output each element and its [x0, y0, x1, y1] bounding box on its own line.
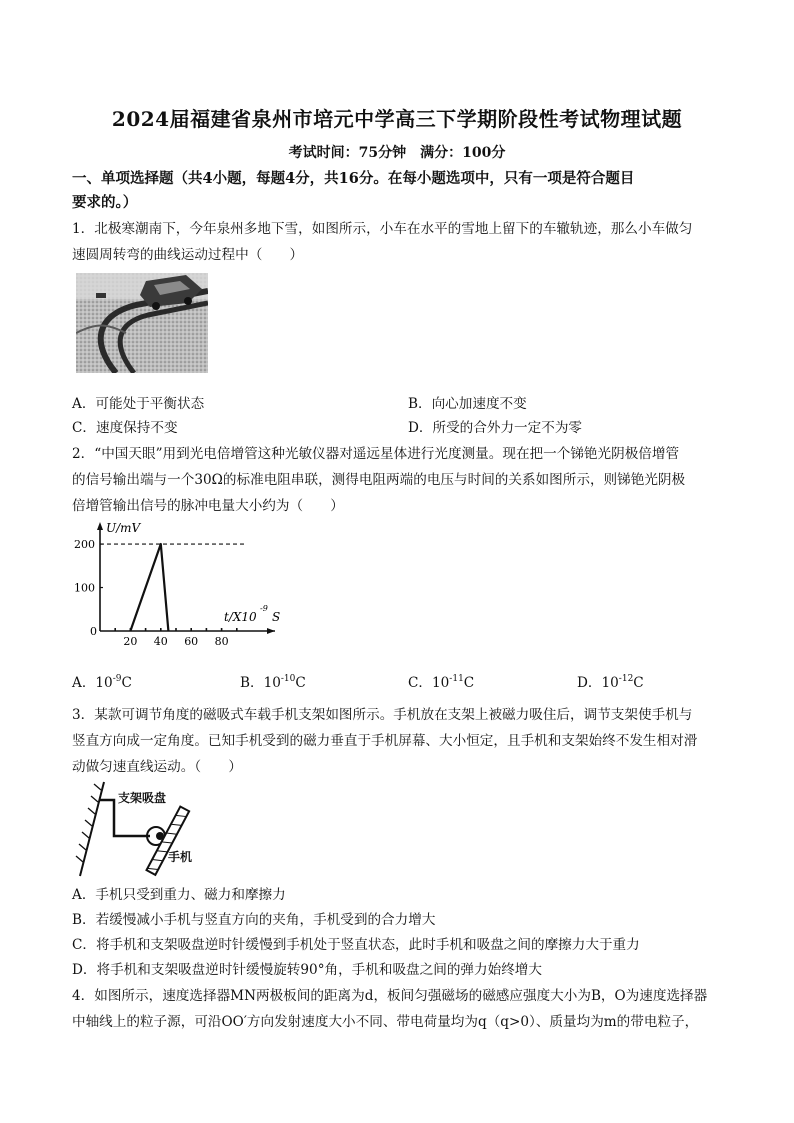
x-tick-label-20: 20: [123, 635, 138, 648]
q2-line3: 倍增管输出信号的脉冲电量大小约为（ ）: [72, 498, 344, 514]
x-axis-label-exponent: -9: [260, 604, 268, 613]
q2-option-b: B．$10^{-10}C$: [240, 674, 306, 691]
q1-car-track-photo: [76, 273, 208, 373]
q3-line1: 3．某款可调节角度的磁吸式车载手机支架如图所示。手机放在支架上被磁力吸住后，调节支架使手机与: [72, 707, 693, 723]
q3-option-b: B．若缓慢减小手机与竖直方向的夹角，手机受到的合力增大: [72, 912, 436, 928]
q2-voltage-time-chart: [70, 518, 290, 648]
q1-option-b: B．向心加速度不变: [408, 396, 527, 412]
section-heading-line2: 要求的。）: [72, 194, 138, 211]
section-heading-line1: 一、单项选择题（共4小题，每题4分，共16分。在每小题选项中，只有一项是符合题目: [72, 170, 635, 187]
q2-option-a: A．$10^{-9}C$: [72, 674, 132, 691]
x-tick-label-60: 60: [184, 635, 199, 648]
q3-line3: 动做匀速直线运动。（ ）: [72, 759, 242, 775]
q1-line2: 速圆周转弯的曲线运动过程中（ ）: [72, 247, 304, 263]
origin-label: 0: [90, 625, 97, 638]
x-axis-arrow: [267, 628, 275, 634]
x-tick-label-40: 40: [153, 635, 168, 648]
label-mount: 支架吸盘: [118, 791, 167, 805]
exam-info: 考试时间：75分钟 满分：100分: [288, 145, 506, 161]
q3-option-c: C．将手机和支架吸盘逆时针缓慢到手机处于竖直状态，此时手机和吸盘之间的摩擦力大于重力: [72, 937, 640, 953]
q3-phone-mount-figure: [74, 780, 214, 878]
q3-option-d: D．将手机和支架吸盘逆时针缓慢旋转90°角，手机和吸盘之间的弹力始终增大: [72, 962, 542, 978]
q3-line2: 竖直方向成一定角度。已知手机受到的磁力垂直于手机屏幕、大小恒定，且手机和支架始终不发生相对滑: [72, 733, 698, 749]
q2-line2: 的信号输出端与一个30Ω的标准电阻串联，测得电阻两端的电压与时间的关系如图所示，则锑铯光阴极: [72, 472, 686, 488]
exam-title: 2024届福建省泉州市培元中学高三下学期阶段性考试物理试题: [111, 107, 683, 131]
q1-option-d: D．所受的合外力一定不为零: [408, 420, 583, 436]
q4-line1: 4．如图所示，速度选择器MN两极板间的距离为d，板间匀强磁场的磁感应强度大小为B，O为速度选择器: [72, 988, 708, 1004]
y-axis-arrow: [97, 522, 103, 530]
q2-line1: 2．“中国天眼”用到光电倍增管这种光敏仪器对遥远星体进行光度测量。现在把一个锑铯光阴极倍增管: [72, 446, 680, 462]
x-axis-label: t/X10: [224, 610, 257, 624]
q1-line1: 1．北极寒潮南下，今年泉州多地下雪，如图所示，小车在水平的雪地上留下的车辙轨迹，那么小车做匀: [72, 221, 693, 237]
x-axis-label-unit: S: [272, 610, 281, 624]
q1-option-a: A．可能处于平衡状态: [72, 396, 205, 412]
q1-option-c: C．速度保持不变: [72, 420, 178, 436]
y-tick-label-200: 200: [74, 538, 95, 552]
q2-option-c: C．$10^{-11}C$: [408, 674, 475, 691]
q3-option-a: A．手机只受到重力、磁力和摩擦力: [72, 887, 286, 903]
q2-option-d: D．$10^{-12}C$: [577, 674, 644, 691]
label-phone: 手机: [168, 850, 193, 864]
q4-line2: 中轴线上的粒子源，可沿OO′方向发射速度大小不同、带电荷量均为q（q>0）、质量均为m的带电粒子，: [72, 1014, 699, 1030]
series-line-U: [130, 544, 168, 631]
x-tick-label-80: 80: [214, 635, 229, 648]
y-axis-label: U/mV: [106, 521, 141, 535]
y-tick-label-100: 100: [74, 581, 95, 595]
